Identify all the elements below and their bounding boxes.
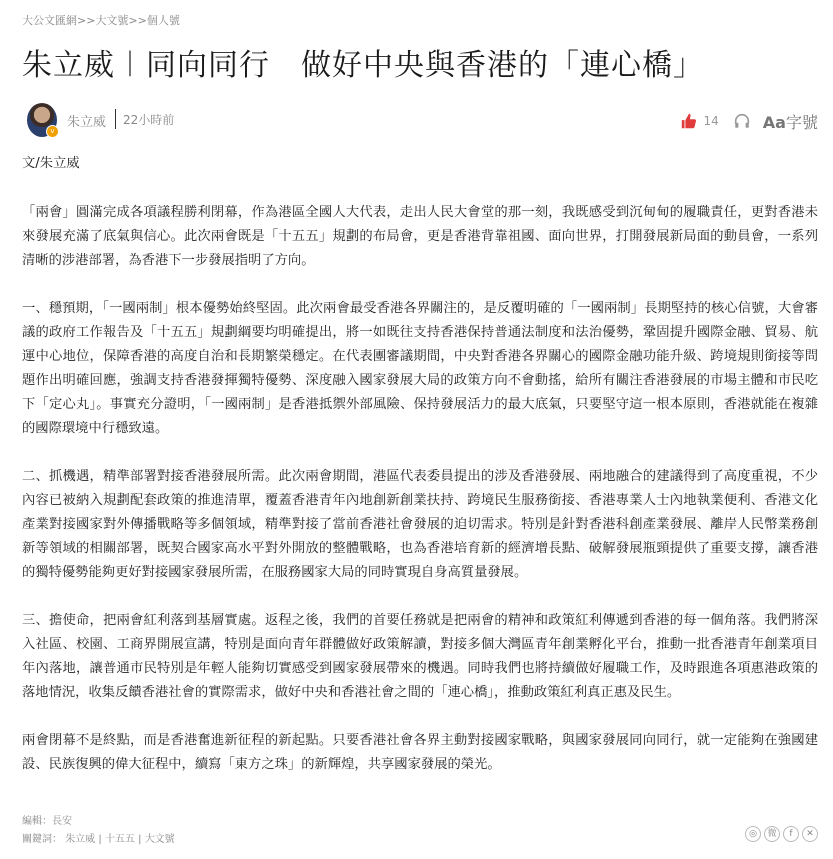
editor-line <box>22 813 175 831</box>
thumbs-up-icon[interactable] <box>680 112 698 130</box>
editor-name: 長安 <box>52 816 72 827</box>
paragraph: 兩會閉幕不是終點，而是香港奮進新征程的新起點。只要香港社會各界主動對接國家戰略，與國家發展同向同行，就一定能夠在強國建設、民族復興的偉大征程中，續寫「東方之珠」的新輝煌，共享國家發展的榮光。 <box>22 733 818 772</box>
article-tools <box>680 109 818 133</box>
keyword-tag[interactable]: 十五五 <box>104 834 135 845</box>
font-size-label: 字號 <box>785 112 818 132</box>
font-size-button[interactable] <box>763 110 818 133</box>
keyword-separator: | <box>138 834 142 845</box>
breadcrumb-personal[interactable]: 個人號 <box>146 14 180 27</box>
paragraph: 二、抓機遇，精準部署對接香港發展所需。此次兩會期間，港區代表委員提出的涉及香港發展、兩地融合的建議得到了高度重視，不少內容已被納入規劃配套政策的推進清單，覆蓋香港青年內地創新創業扶持、跨境民生服務銜接、香港專業人士內地執業便利、香港文化產業對接國家對外傳播戰略等多個領域，精準對接了當前香港社會發展的迫切需求。特別是針對香港科創產業發展、離岸人民幣業務創新等領域的相關部署，既契合國家高水平對外開放的整體戰略，也為香港培育新的經濟增長點、破解發展瓶頸提供了重要支撐，讓香港的獨特優勢能夠更好對接國家發展所需，在服務國家大局的同時實現自身高質量發展。 <box>22 469 818 580</box>
like-count: 14 <box>703 114 719 128</box>
weibo-icon[interactable]: 微 <box>764 826 780 842</box>
keyword-separator: | <box>98 834 102 845</box>
paragraph: 「兩會」圓滿完成各項議程勝利閉幕，作為港區全國人大代表，走出人民大會堂的那一刻，我既感受到沉甸甸的履職責任，更對香港未來發展充滿了底氣與信心。此次兩會既是「十五五」規劃的布局會，更是香港背靠祖國、面向世界，打開發展新局面的動員會，一系列清晰的涉港部署，為香港下一步發展指明了方向。 <box>22 205 818 268</box>
verified-badge-icon: v <box>46 125 59 138</box>
keywords-label: 關鍵詞： <box>22 834 62 845</box>
breadcrumb-dawen[interactable]: 大文號 <box>95 14 129 27</box>
share-bar <box>745 826 818 842</box>
breadcrumb-separator: >> <box>128 14 147 27</box>
divider <box>115 109 116 129</box>
editor-label: 編輯： <box>22 816 52 827</box>
paragraph: 三、擔使命，把兩會紅利落到基層實處。返程之後，我們的首要任務就是把兩會的精神和政策紅利傳遞到香港的每一個角落。我們將深入社區、校園、工商界開展宣講，特別是面向青年群體做好政策解讀，對接多個大灣區青年創業孵化平台，推動一批香港青年創業項目年內落地，讓普通市民特別是年輕人能夠切實感受到國家發展帶來的機遇。同時我們也將持續做好履職工作，及時跟進各項惠港政策的落地情況，收集反饋香港社會的實際需求，做好中央和香港社會之間的「連心橋」，推動政策紅利真正惠及民生。 <box>22 613 818 700</box>
breadcrumb-home[interactable]: 大公文匯網 <box>22 14 77 27</box>
article-footer <box>22 813 175 849</box>
facebook-icon[interactable]: f <box>783 826 799 842</box>
byline: 文/朱立威 <box>22 156 80 171</box>
article-meta <box>22 99 818 143</box>
keyword-tag[interactable]: 朱立威 <box>65 834 96 845</box>
keywords-line <box>22 831 175 849</box>
x-icon[interactable]: ✕ <box>802 826 818 842</box>
publish-time: 22小時前 <box>123 113 175 127</box>
breadcrumb <box>22 12 180 28</box>
headphones-icon[interactable] <box>733 112 751 130</box>
paragraph: 一、穩預期，「一國兩制」根本優勢始終堅固。此次兩會最受香港各界關注的，是反覆明確的「一國兩制」長期堅持的核心信號，大會審議的政府工作報告及「十五五」規劃綱要均明確提出，將一如既往支持香港保持普通法制度和法治優勢，鞏固提升國際金融、貿易、航運中心地位，保障香港的高度自治和長期繁榮穩定。在代表團審議期間，中央對香港各界關心的國際金融功能升級、跨境規則銜接等問題作出明確回應，強調支持香港發揮獨特優勢、深度融入國家發展大局的政策方向不會動搖，給所有關注香港發展的市場主體和市民吃下「定心丸」。事實充分證明，「一國兩制」是香港抵禦外部風險、保持發展活力的最大底氣，只要堅守這一根本原則，香港就能在複雜的國際環境中行穩致遠。 <box>22 301 818 436</box>
breadcrumb-separator: >> <box>77 14 96 27</box>
article-body <box>22 152 818 801</box>
author-name[interactable]: 朱立威 <box>67 115 107 130</box>
page-title: 朱立威︱同向同行 做好中央與香港的「連心橋」 <box>22 48 704 83</box>
keyword-tag[interactable]: 大文號 <box>144 834 175 845</box>
font-size-icon: Aa <box>762 112 786 132</box>
wechat-icon[interactable]: ◎ <box>745 826 761 842</box>
